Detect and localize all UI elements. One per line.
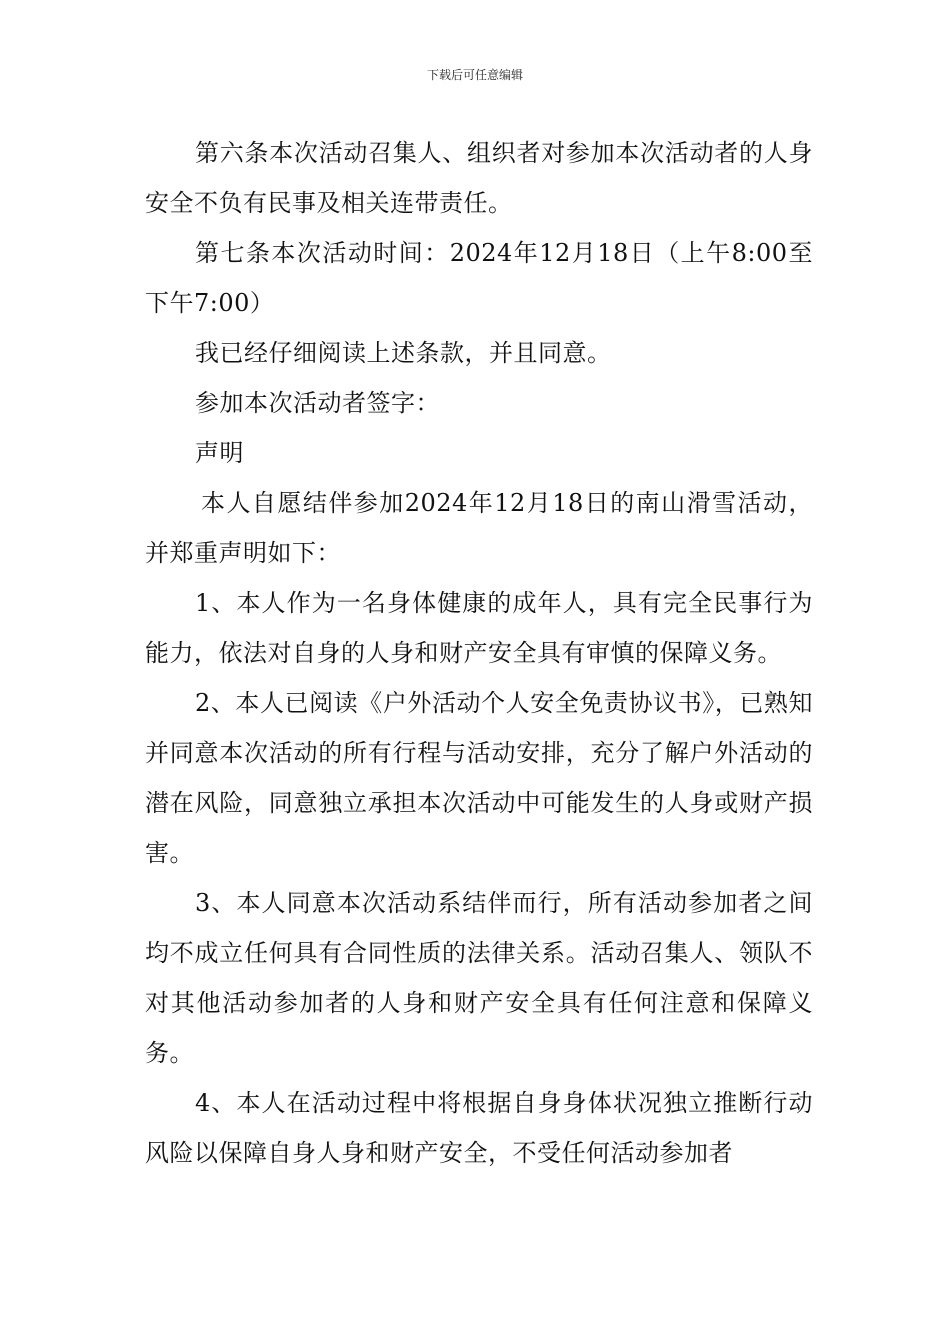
paragraph-clause-3: 3、本人同意本次活动系结伴而行，所有活动参加者之间均不成立任何具有合同性质的法律关系。活动召集人、领队不对其他活动参加者的人身和财产安全具有任何注意和保障义务。 [145,889,813,1067]
paragraph-declaration-intro: 本人自愿结伴参加2024年12月18日的南山滑雪活动，并郑重声明如下： [145,489,813,567]
paragraph-signature-label: 参加本次活动者签字： [195,389,440,417]
document-body [145,128,813,1178]
paragraph-article-7: 第七条本次活动时间：2024年12月18日（上午8:00至下午7:00） [145,239,813,317]
paragraph-clause-2: 2、本人已阅读《户外活动个人安全免责协议书》，已熟知并同意本次活动的所有行程与活动安排，充分了解户外活动的潜在风险，同意独立承担本次活动中可能发生的人身或财产损害。 [145,689,813,867]
paragraph-clause-1: 1、本人作为一名身体健康的成年人，具有完全民事行为能力，依法对自身的人身和财产安全具有审慎的保障义务。 [145,589,813,667]
paragraph-article-6: 第六条本次活动召集人、组织者对参加本次活动者的人身安全不负有民事及相关连带责任。 [145,139,813,217]
section-heading-declaration: 声明 [195,439,244,467]
header-note: 下载后可任意编辑 [426,68,523,82]
paragraph-agreement: 我已经仔细阅读上述条款，并且同意。 [195,339,612,367]
paragraph-clause-4: 4、本人在活动过程中将根据自身身体状况独立推断行动风险以保障自身人身和财产安全，不受任何活动参加者 [145,1089,813,1167]
